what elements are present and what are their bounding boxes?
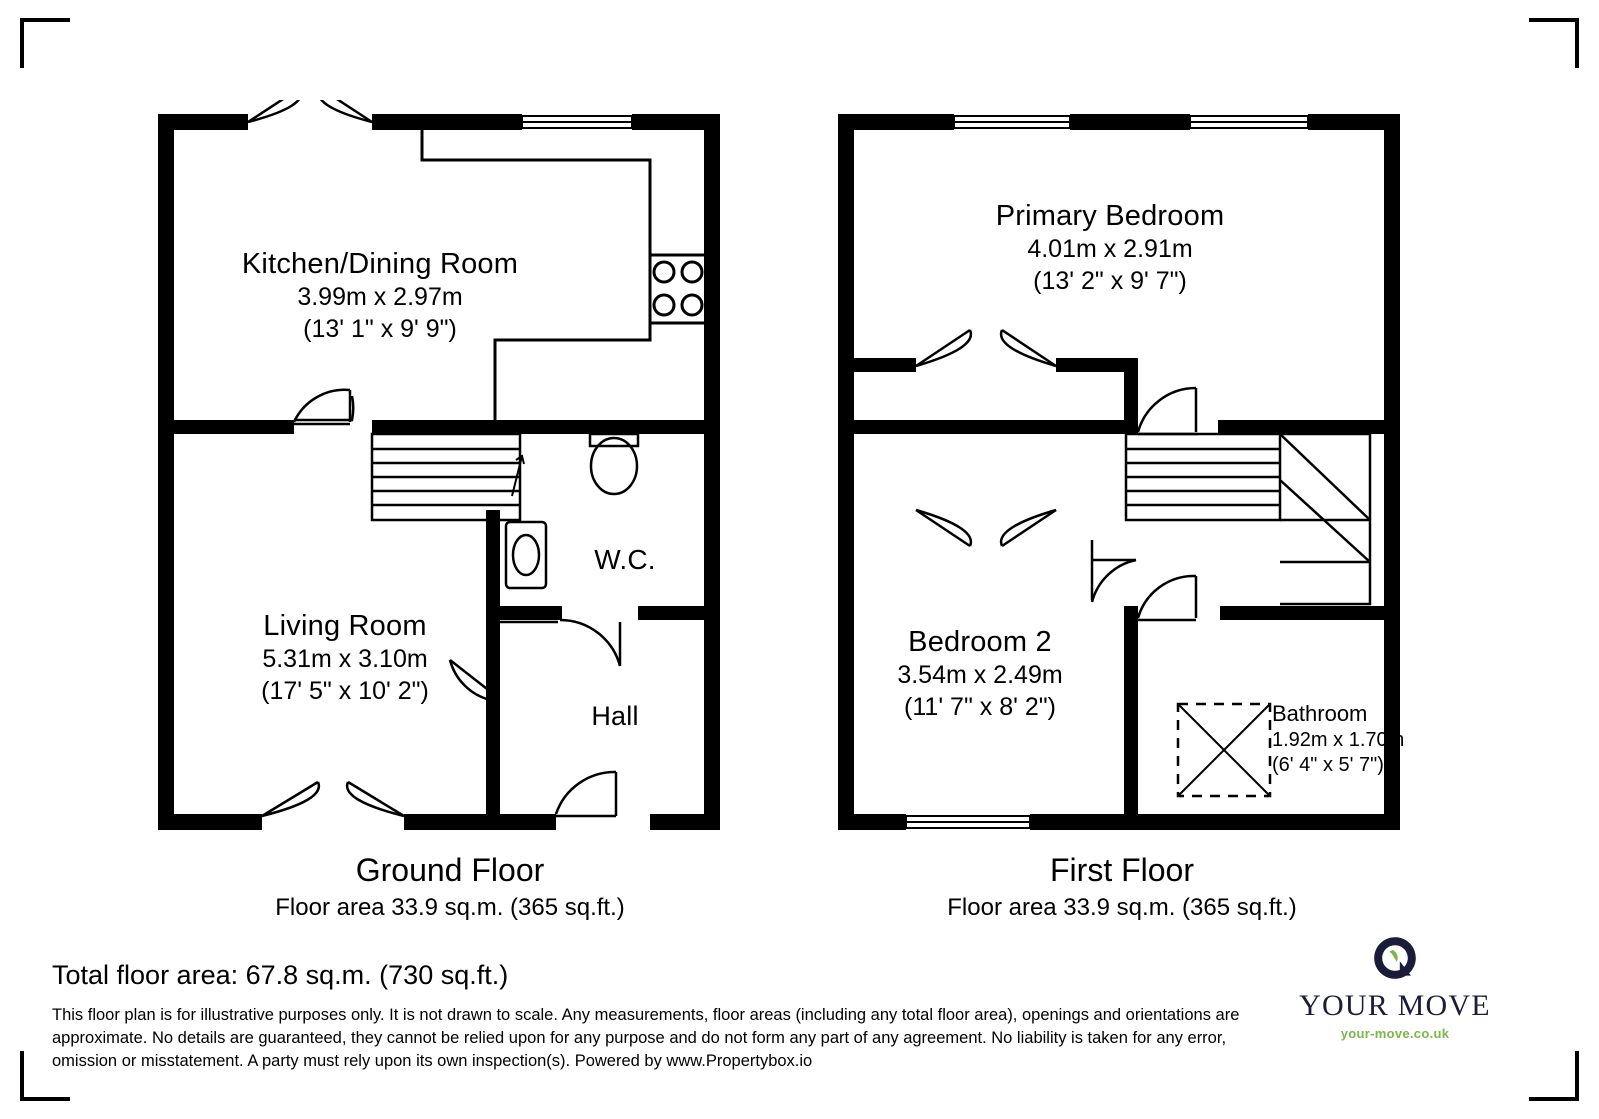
crop-mark-top-right bbox=[1529, 18, 1579, 68]
room-dimensions-imperial: (11' 7" x 8' 2") bbox=[904, 692, 1056, 721]
room-dimensions-metric: 1.92m x 1.70m bbox=[1272, 728, 1405, 751]
ground-floor-plan bbox=[150, 100, 770, 850]
room-dimensions-imperial: (13' 1" x 9' 9") bbox=[303, 314, 457, 343]
room-name: Bedroom 2 bbox=[908, 626, 1052, 658]
brand-block bbox=[1295, 934, 1495, 1041]
room-dimensions-imperial: (6' 4" x 5' 7") bbox=[1272, 753, 1384, 776]
room-dimensions-metric: 3.99m x 2.97m bbox=[297, 283, 463, 312]
room-label-bedroom-2 bbox=[790, 624, 1170, 723]
crop-mark-bottom-right bbox=[1529, 1051, 1579, 1101]
room-dimensions-metric: 3.54m x 2.49m bbox=[897, 661, 1063, 690]
room-label-primary-bedroom bbox=[860, 198, 1360, 297]
your-move-logo-icon bbox=[1371, 934, 1419, 982]
room-name: Living Room bbox=[263, 610, 427, 642]
disclaimer-text: This floor plan is for illustrative purposes only. It is not drawn to scale. Any measurements, floor areas (including any total floor area), openings and orientations are approximate. No details are guaranteed, they cannot be relied upon for any purpose and do not form any part of any agreement. No liability is taken for any error, omission or misstatement. A party must rely upon its own inspection(s). Powered by www.Propertybox.io bbox=[52, 1006, 1240, 1070]
total-floor-area: Total floor area: 67.8 sq.m. (730 sq.ft.) bbox=[52, 960, 509, 990]
room-label-bathroom bbox=[1272, 700, 1404, 778]
first-floor-area: Floor area 33.9 sq.m. (365 sq.ft.) bbox=[947, 894, 1297, 921]
brand-url: your-move.co.uk bbox=[1340, 1026, 1450, 1041]
ground-floor-title: Ground Floor bbox=[355, 852, 545, 888]
room-dimensions-imperial: (17' 5" x 10' 2") bbox=[261, 676, 429, 705]
room-name: Primary Bedroom bbox=[995, 200, 1225, 232]
room-name: Kitchen/Dining Room bbox=[241, 248, 519, 280]
crop-mark-top-left bbox=[20, 18, 70, 68]
room-label-wc bbox=[505, 542, 745, 577]
room-name: W.C. bbox=[594, 544, 656, 575]
room-dimensions-metric: 5.31m x 3.10m bbox=[262, 645, 428, 674]
room-dimensions-metric: 4.01m x 2.91m bbox=[1027, 235, 1193, 264]
room-label-living-room bbox=[130, 608, 560, 707]
brand-name: YOUR MOVE bbox=[1299, 989, 1491, 1022]
room-name: Hall bbox=[591, 701, 639, 731]
ground-floor-area: Floor area 33.9 sq.m. (365 sq.ft.) bbox=[275, 894, 625, 921]
room-label-kitchen-dining bbox=[140, 246, 620, 345]
room-dimensions-imperial: (13' 2" x 9' 7") bbox=[1033, 266, 1187, 295]
room-label-hall bbox=[500, 700, 730, 734]
room-name: Bathroom bbox=[1272, 701, 1368, 726]
first-floor-title: First Floor bbox=[1050, 852, 1194, 888]
